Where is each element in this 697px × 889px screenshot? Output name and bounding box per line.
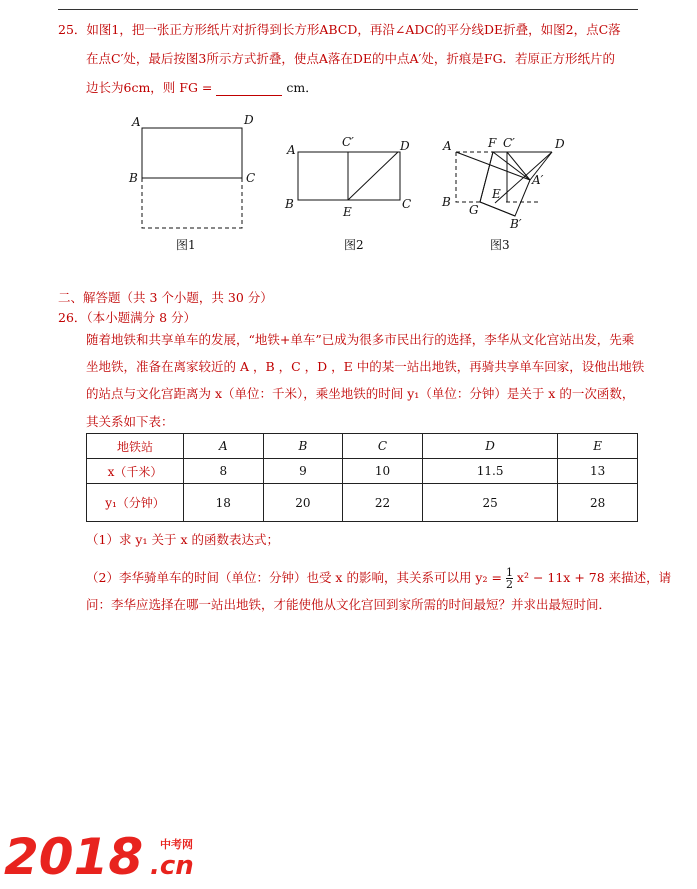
table-row	[87, 484, 638, 522]
table-cell: 22	[343, 484, 423, 522]
q26-p4: 其关系如下表：	[86, 414, 174, 429]
table-cell: C	[343, 434, 423, 459]
table-cell: B	[263, 434, 343, 459]
fig2-label-b: B	[285, 197, 294, 211]
table-cell: 地铁站	[87, 434, 184, 459]
logo-cn: .cn	[150, 851, 194, 881]
table-cell: D	[422, 434, 558, 459]
q26-sub2-line2: 问：李华应选择在哪一站出地铁，才能使他从文化宫回到家所需的时间最短？并求出最短时间．	[86, 597, 612, 612]
logo-year: 2018	[4, 828, 144, 882]
fraction-half	[506, 567, 513, 590]
fig2-label-d: D	[400, 139, 410, 153]
answer-blank[interactable]	[216, 83, 282, 96]
fig3-label-c1: C′	[503, 136, 515, 150]
figure-1	[128, 113, 255, 228]
table-cell: 11.5	[422, 459, 558, 484]
fig1-label-d: D	[244, 113, 254, 127]
table-cell: 28	[558, 484, 638, 522]
fig1-label-a: A	[132, 115, 141, 129]
table-cell: y₁（分钟）	[87, 484, 184, 522]
table-header-row	[87, 434, 638, 459]
fig1-caption: 图1	[176, 238, 196, 252]
table-row	[87, 459, 638, 484]
frac-den: 2	[505, 578, 513, 591]
figure-2	[284, 135, 411, 219]
q25-line2: 在点C′处，最后按图3所示方式折叠，使点A落在DE的中点A′处，折痕是FG．若原正方形纸片的	[86, 51, 616, 66]
section2-heading: 二、解答题（共 3 个小题，共 30 分）	[58, 290, 273, 305]
q25-line3	[86, 80, 318, 96]
table-cell: 20	[263, 484, 343, 522]
table-cell: 10	[343, 459, 423, 484]
table-cell: A	[184, 434, 264, 459]
fig1-label-b: B	[129, 171, 138, 185]
table-cell: 9	[263, 459, 343, 484]
fig3-label-f: F	[488, 136, 497, 150]
fig3-label-b1: B′	[510, 217, 522, 231]
q26-head: 26．（本小题满分 8 分）	[58, 310, 197, 325]
fig3-label-g: G	[469, 203, 479, 217]
q26-sub2	[86, 567, 671, 590]
figure-3	[441, 136, 565, 231]
table-cell: E	[558, 434, 638, 459]
fig1-label-c: C	[246, 171, 256, 185]
q26-p1: 随着地铁和共享单车的发展，“地铁+单车”已成为很多市民出行的选择，李华从文化宫站出发，先乘	[86, 332, 635, 347]
top-rule	[58, 9, 638, 10]
q26-p3: 的站点与文化宫距离为 x（单位：千米），乘坐地铁的时间 y₁（单位：分钟）是关于 x 的一次函数，	[86, 386, 635, 401]
q26-sub1: （1）求 y₁ 关于 x 的函数表达式；	[86, 532, 279, 547]
fig3-label-e: E	[492, 187, 501, 201]
fig3-caption: 图3	[490, 238, 510, 252]
q26-p2: 坐地铁，准备在离家较近的 A ，B ，C ，D ，E 中的某一站出地铁，再骑共享单车回家，设他出地铁	[86, 359, 645, 374]
fig2-label-c1: C′	[342, 135, 354, 149]
q25-line3-pre: 边长为6cm，则 FG =	[86, 80, 213, 95]
q26-sub2-pre: （2）李华骑单车的时间（单位：分钟）也受 x 的影响，其关系可以用 y₂ =	[86, 570, 502, 585]
frac-num: 1	[505, 566, 513, 579]
table-cell: 25	[422, 484, 558, 522]
fig2-label-c: C	[402, 197, 412, 211]
fig3-label-a: A	[443, 139, 452, 153]
fig3-label-a1: A′	[532, 173, 544, 187]
table-cell: 18	[184, 484, 264, 522]
q25-line1: 25．如图1，把一张正方形纸片对折得到长方形ABCD，再沿∠ADC的平分线DE折叠，如图2，点C落	[58, 22, 621, 37]
table-cell: 13	[558, 459, 638, 484]
logo-tag: 中考网	[160, 838, 193, 851]
fig3-label-b: B	[442, 195, 451, 209]
site-logo	[0, 822, 210, 882]
table-cell: 8	[184, 459, 264, 484]
table-cell: x（千米）	[87, 459, 184, 484]
fig2-caption: 图2	[344, 238, 364, 252]
fig3-label-d: D	[555, 137, 565, 151]
fig2-label-e: E	[343, 205, 352, 219]
q26-sub2-post: x² − 11x + 78 来描述，请	[516, 570, 672, 585]
fig2-label-a: A	[287, 143, 296, 157]
q25-line3-post: cm．	[286, 80, 318, 95]
station-table	[86, 433, 638, 522]
